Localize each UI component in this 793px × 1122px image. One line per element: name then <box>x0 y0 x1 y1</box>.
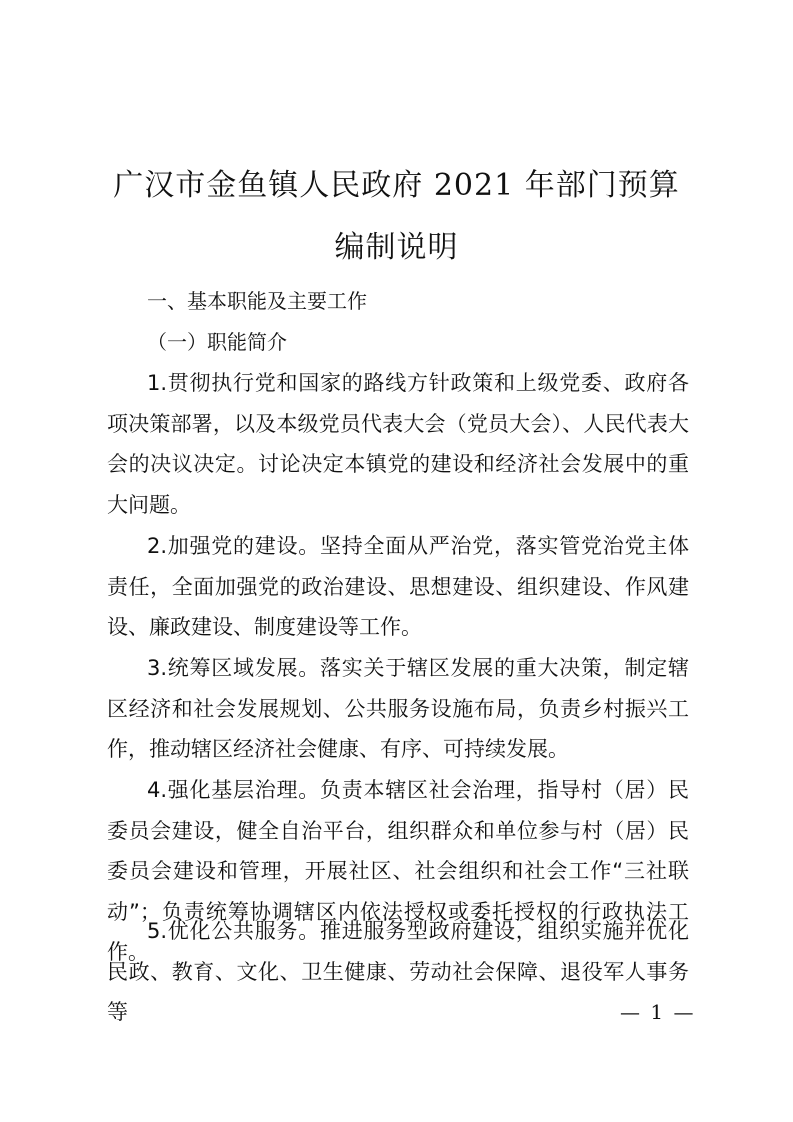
section-heading: 一、基本职能及主要工作 <box>147 289 367 313</box>
subsection-heading: （一）职能简介 <box>147 330 287 354</box>
paragraph-2: 2.加强党的建设。坚持全面从严治党，落实管党治党主体责任，全面加强党的政治建设、思想建设、组织建设、作风建设、廉政建设、制度建设等工作。 <box>107 534 689 639</box>
paragraph-5: 5.优化公共服务。推进服务型政府建设，组织实施并优化民政、教育、文化、卫生健康、劳动社会保障、退役军人事务等 <box>107 919 689 1024</box>
page-number: — 1 — <box>620 1000 696 1024</box>
paragraph-3: 3.统筹区域发展。落实关于辖区发展的重大决策，制定辖区经济和社会发展规划、公共服务设施布局，负责乡村振兴工作，推动辖区经济社会健康、有序、可持续发展。 <box>107 656 689 761</box>
paragraph-1: 1.贯彻执行党和国家的路线方针政策和上级党委、政府各项决策部署，以及本级党员代表大会（党员大会）、人民代表大会的决议决定。讨论决定本镇党的建设和经济社会发展中的重大问题。 <box>107 371 689 517</box>
document-title: 广汉市金鱼镇人民政府 2021 年部门预算 <box>113 168 680 203</box>
paragraph-4: 4.强化基层治理。负责本辖区社会治理，指导村（居）民委员会建设，健全自治平台，组织群众和单位参与村（居）民委员会建设和管理，开展社区、社会组织和社会工作“三社联动”；负责统筹协调辖区内依法授权或委托授权的行政执法工作。 <box>107 778 689 964</box>
document-subtitle: 编制说明 <box>334 230 459 265</box>
